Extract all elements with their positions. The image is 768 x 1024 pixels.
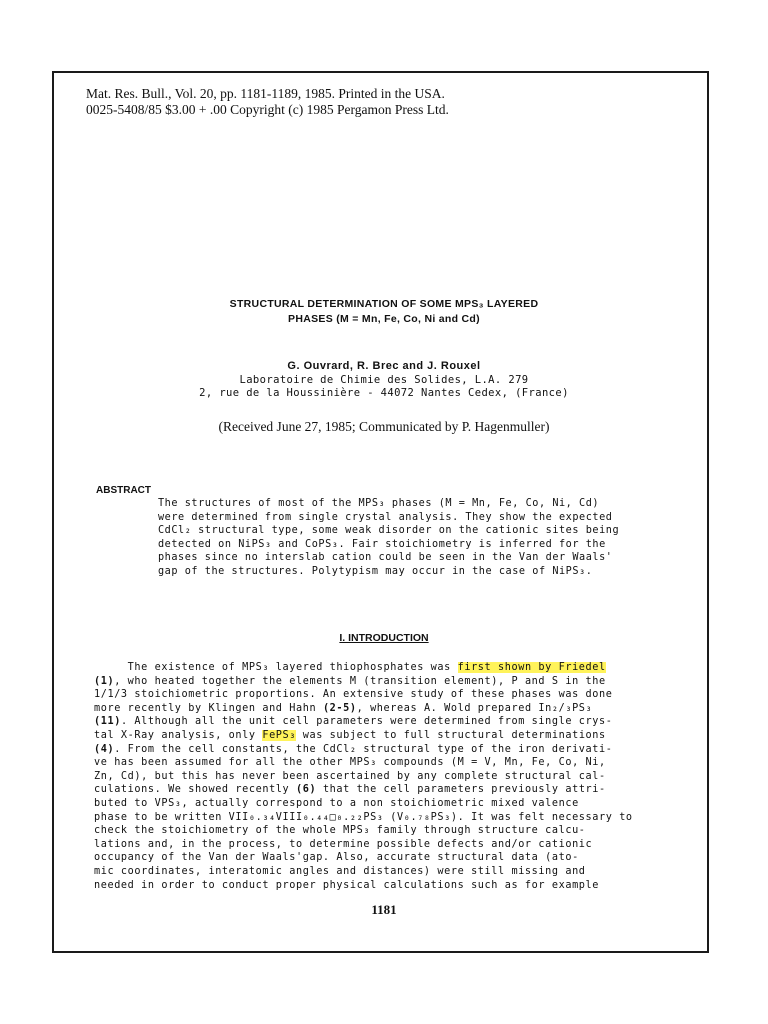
section-heading-text: I. INTRODUCTION <box>339 632 429 644</box>
text-run: , whereas A. Wold prepared In₂/₃PS₃ <box>356 702 593 714</box>
text-run: was subject to full structural determinations <box>296 729 606 741</box>
abstract-line: phases since no interslab cation could be seen in the Van der Waals' <box>158 552 613 564</box>
intro-line: buted to VPS₃, actually correspond to a non stoichiometric mixed valence <box>94 797 579 809</box>
abstract-line: The structures of most of the MPS₃ phases (M = Mn, Fe, Co, Ni, Cd) <box>158 498 600 509</box>
intro-line <box>94 783 674 797</box>
intro-line <box>94 743 674 757</box>
abstract-body <box>158 497 680 579</box>
citation-ref: (11) <box>94 716 121 728</box>
abstract-heading: ABSTRACT <box>96 485 151 496</box>
intro-line <box>94 675 674 689</box>
text-run: The existence of MPS₃ layered thiophosphates was <box>94 662 458 673</box>
intro-line: needed in order to conduct proper physical calculations such as for example <box>94 879 600 891</box>
received-line: (Received June 27, 1985; Communicated by P. Hagenmuller) <box>218 419 550 434</box>
paper-title-line1: STRUCTURAL DETERMINATION OF SOME MPS₃ LAYERED <box>229 298 539 310</box>
paper-title-line2: PHASES (M = Mn, Fe, Co, Ni and Cd) <box>288 313 480 325</box>
journal-citation: Mat. Res. Bull., Vol. 20, pp. 1181-1189, 1985. Printed in the USA. <box>86 86 445 101</box>
text-run: . Although all the unit cell parameters were determined from single crys- <box>120 716 613 728</box>
journal-header <box>86 86 449 118</box>
affiliation-line1: Laboratoire de Chimie des Solides, L.A. 279 <box>239 374 529 386</box>
intro-line: ve has been assumed for all the other MPS₃ compounds (M = V, Mn, Fe, Co, Ni, <box>94 757 606 769</box>
citation-ref: (4) <box>94 743 115 755</box>
intro-line <box>94 715 674 729</box>
highlighted-text: first shown by Friedel <box>457 662 606 673</box>
intro-line: check the stoichiometry of the whole MPS₃ family through structure calcu- <box>94 825 586 837</box>
text-run: more recently by Klingen and Hahn <box>94 702 323 714</box>
citation-ref: (2-5) <box>322 702 357 714</box>
text-run: culations. We showed recently <box>94 784 297 796</box>
text-run: . From the cell constants, the CdCl₂ structural type of the iron derivati- <box>114 743 613 755</box>
citation-ref: (1) <box>94 675 115 687</box>
section-heading <box>0 632 768 644</box>
introduction-body <box>94 661 674 892</box>
intro-line <box>94 661 674 675</box>
affiliation-line2: 2, rue de la Houssinière - 44072 Nantes Cedex, (France) <box>199 387 569 399</box>
abstract-line: were determined from single crystal analysis. They show the expected <box>158 511 613 523</box>
intro-line <box>94 702 674 716</box>
text-run: , who heated together the elements M (transition element), P and S in the <box>114 675 606 687</box>
intro-line <box>94 729 674 743</box>
intro-line: occupancy of the Van der Waals'gap. Also, accurate structural data (ato- <box>94 852 579 864</box>
copyright-line: 0025-5408/85 $3.00 + .00 Copyright (c) 1985 Pergamon Press Ltd. <box>86 102 449 117</box>
highlighted-text: FePS₃ <box>262 729 297 741</box>
intro-line: Zn, Cd), but this has never been ascertained by any complete structural cal- <box>94 770 606 782</box>
authors: G. Ouvrard, R. Brec and J. Rouxel <box>287 360 481 372</box>
page-number: 1181 <box>371 902 397 917</box>
intro-line: phase to be written VII₀.₃₄VIII₀.₄₄□₀.₂₂PS₃ (V₀.₇₈PS₃). It was felt necessary to <box>94 811 633 823</box>
abstract-line: gap of the structures. Polytypism may occur in the case of NiPS₃. <box>158 565 593 577</box>
intro-line: 1/1/3 stoichiometric proportions. An extensive study of these phases was done <box>94 689 613 701</box>
citation-ref: (6) <box>296 784 317 796</box>
abstract-line: detected on NiPS₃ and CoPS₃. Fair stoichiometry is inferred for the <box>158 538 606 550</box>
intro-line: mic coordinates, interatomic angles and distances) were still missing and <box>94 865 586 877</box>
intro-line: lations and, in the process, to determine possible defects and/or cationic <box>94 838 593 850</box>
text-run: tal X-Ray analysis, only <box>94 729 263 741</box>
abstract-line: CdCl₂ structural type, some weak disorder on the cationic sites being <box>158 525 620 537</box>
text-run: that the cell parameters previously attri- <box>316 784 606 796</box>
